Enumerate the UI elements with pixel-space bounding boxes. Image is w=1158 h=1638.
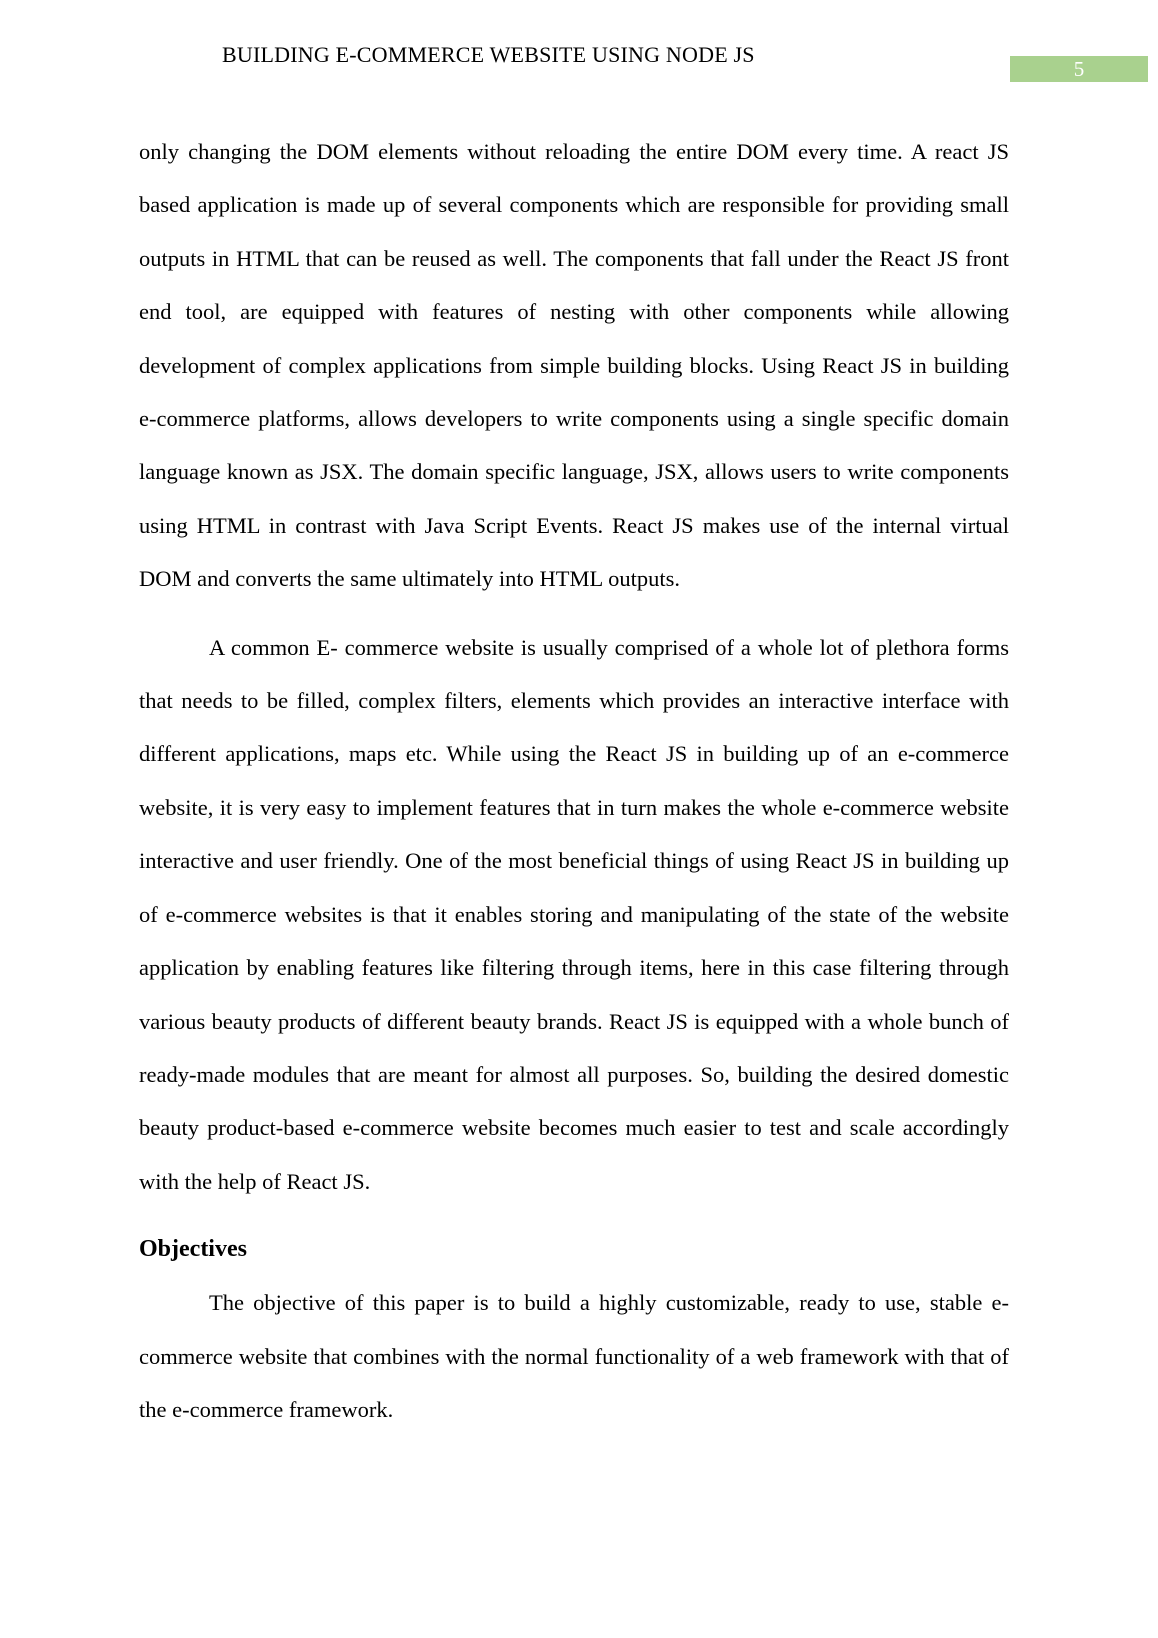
running-head: BUILDING E-COMMERCE WEBSITE USING NODE JS [222,42,755,67]
page-number: 5 [1010,56,1148,82]
section-heading-objectives: Objectives [139,1236,247,1263]
document-body [139,125,1009,1436]
paragraph-objectives: The objective of this paper is to build a highly customizable, ready to use, stable e-commerce website that combines with the normal functionality of a web framework with that of the e-commerce framework. [139,1290,1009,1422]
paragraph-ecommerce-react: A common E- commerce website is usually comprised of a whole lot of plethora forms that needs to be filled, complex filters, elements which provides an interactive interface with different applications, maps etc. While using the React JS in building up of an e-commerce website, it is very easy to implement features that in turn makes the whole e-commerce website interactive and user friendly. One of the most beneficial things of using React JS in building up of e-commerce websites is that it enables storing and manipulating of the state of the website application by enabling features like filtering through items, here in this case filtering through various beauty products of different beauty brands. React JS is equipped with a whole bunch of ready-made modules that are meant for almost all purposes. So, building the desired domestic beauty product-based e-commerce website becomes much easier to test and scale accordingly with the help of React JS. [139,634,1009,1194]
paragraph-react-components: only changing the DOM elements without reloading the entire DOM every time. A react JS based application is made up of several components which are responsible for providing small outputs in HTML that can be reused as well. The components that fall under the React JS front end tool, are equipped with features of nesting with other components while allowing development of complex applications from simple building blocks. Using React JS in building e-commerce platforms, allows developers to write components using a single specific domain language known as JSX. The domain specific language, JSX, allows users to write components using HTML in contrast with Java Script Events. React JS makes use of the internal virtual DOM and converts the same ultimately into HTML outputs. [139,139,1009,592]
